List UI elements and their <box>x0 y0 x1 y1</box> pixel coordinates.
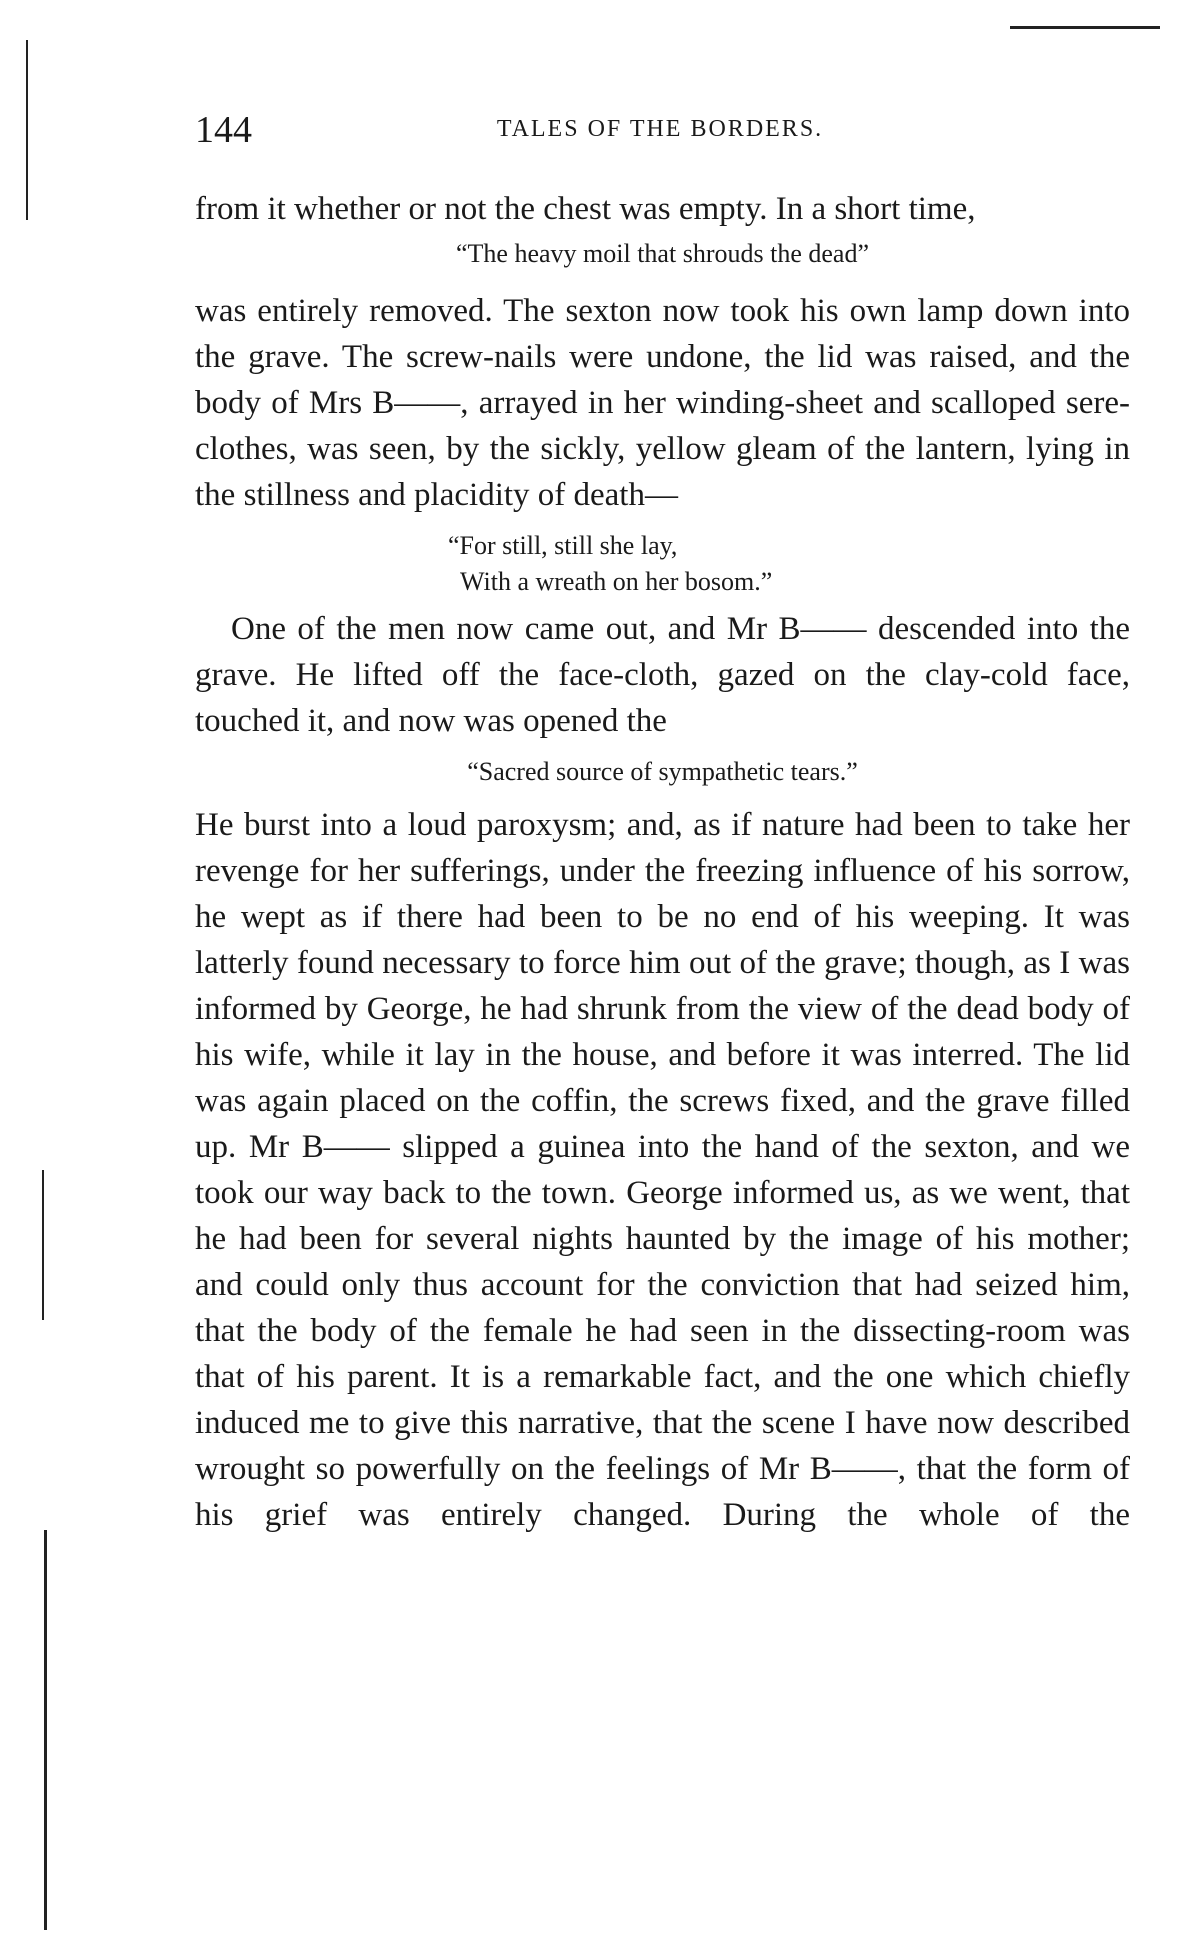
running-title: TALES OF THE BORDERS. <box>496 116 824 142</box>
scan-edge-left-bottom <box>44 1530 47 1930</box>
scan-edge-left-mid <box>42 1170 44 1320</box>
paragraph-4: He burst into a loud paroxysm; and, as if nature had been to take her revenge for her sufferings, under the freezing influence of his sorrow, he wept as if there had been to be no end of his weeping. It was latterly found necessary to force him out of the grave; though, as I was informed by George, he had shrunk from the view of the dead body of his wife, while it lay in the house, and before it was interred. The lid was again placed on the coffin, the screws fixed, and the grave filled up. Mr B—— slipped a guinea into the hand of the sexton, and we took our way back to the town. George informed us, as we went, that he had been for several nights haunted by the image of his mother; and could only thus account for the conviction that had seized him, that the body of the female he had seen in the dissecting-room was that of his parent. It is a remarkable fact, and the one which chiefly induced me to give this narrative, that the scene I have now described wrought so powerfully on the feelings of Mr B——, that the form of his grief was entirely changed. During the whole of the <box>195 807 1130 1533</box>
page-number: 144 <box>195 109 252 151</box>
quote-1: “The heavy moil that shrouds the dead” <box>456 239 869 268</box>
paragraph-2: was entirely removed. The sexton now took his own lamp down into the grave. The screw-nails were undone, the lid was raised, and the body of Mrs B——, arrayed in her winding-sheet and scalloped sere-clothes, was seen, by the sickly, yellow gleam of the lantern, lying in the stillness and placidity of death— <box>195 293 1130 513</box>
page-header <box>195 108 1125 158</box>
quote-3: “Sacred source of sympathetic tears.” <box>467 757 858 786</box>
scan-edge-top-right <box>1010 26 1160 29</box>
quote-2-line-2: With a wreath on her bosom.” <box>460 567 773 596</box>
quote-2 <box>195 528 1130 600</box>
quote-2-line-1: “For still, still she lay, <box>448 531 678 560</box>
paragraph-3: One of the men now came out, and Mr B—— descended into the grave. He lifted off the face-cloth, gazed on the clay-cold face, touched it, and now was opened the <box>195 611 1130 739</box>
page-text <box>195 186 1130 1538</box>
scan-edge-left-top <box>26 40 28 220</box>
paragraph-1: from it whether or not the chest was empty. In a short time, <box>195 191 976 227</box>
